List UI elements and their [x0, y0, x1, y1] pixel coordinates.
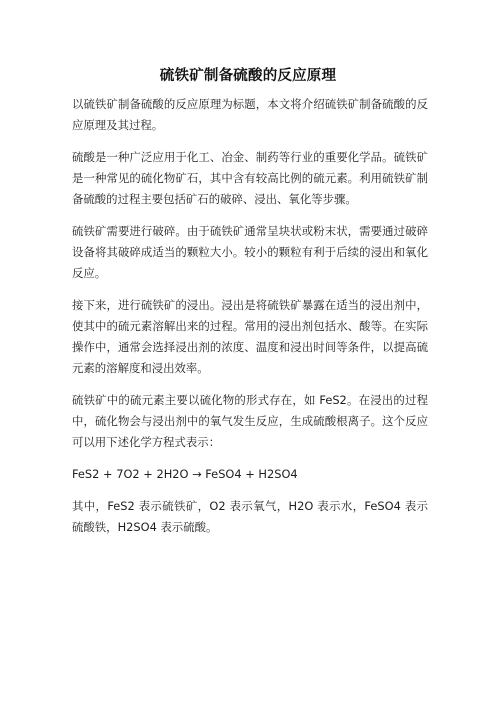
document-title: 硫铁矿制备硫酸的反应原理	[159, 68, 337, 84]
paragraph-leaching: 接下来，进行硫铁矿的浸出。浸出是将硫铁矿暴露在适当的浸出剂中，使其中的硫元素溶解出来的过程。常用的浸出剂包括水、酸等。在实际操作中，通常会选择浸出剂的浓度、温度和浸出时间等条件，以提高硫元素的溶解度和浸出效率。	[72, 298, 428, 375]
paragraph-reaction: 硫铁矿中的硫元素主要以硫化物的形式存在，如 FeS2。在浸出的过程中，硫化物会与浸出剂中的氧气发生反应，生成硫酸根离子。这个反应可以用下述化学方程式表示：	[72, 393, 428, 449]
document-body	[72, 94, 428, 549]
paragraph-intro: 以硫铁矿制备硫酸的反应原理为标题，本文将介绍硫铁矿制备硫酸的反应原理及其过程。	[72, 97, 428, 132]
paragraph-legend: 其中，FeS2 表示硫铁矿，O2 表示氧气，H2O 表示水，FeSO4 表示硫酸铁，H2SO4 表示硫酸。	[72, 499, 428, 534]
chemical-equation: FeS2 + 7O2 + 2H2O → FeSO4 + H2SO4	[72, 467, 298, 481]
paragraph-background: 硫酸是一种广泛应用于化工、冶金、制药等行业的重要化学品。硫铁矿是一种常见的硫化物矿石，其中含有较高比例的硫元素。利用硫铁矿制备硫酸的过程主要包括矿石的破碎、浸出、氧化等步骤。	[72, 150, 428, 206]
paragraph-crushing: 硫铁矿需要进行破碎。由于硫铁矿通常呈块状或粉末状，需要通过破碎设备将其破碎成适当的颗粒大小。较小的颗粒有利于后续的浸出和氧化反应。	[72, 224, 428, 280]
